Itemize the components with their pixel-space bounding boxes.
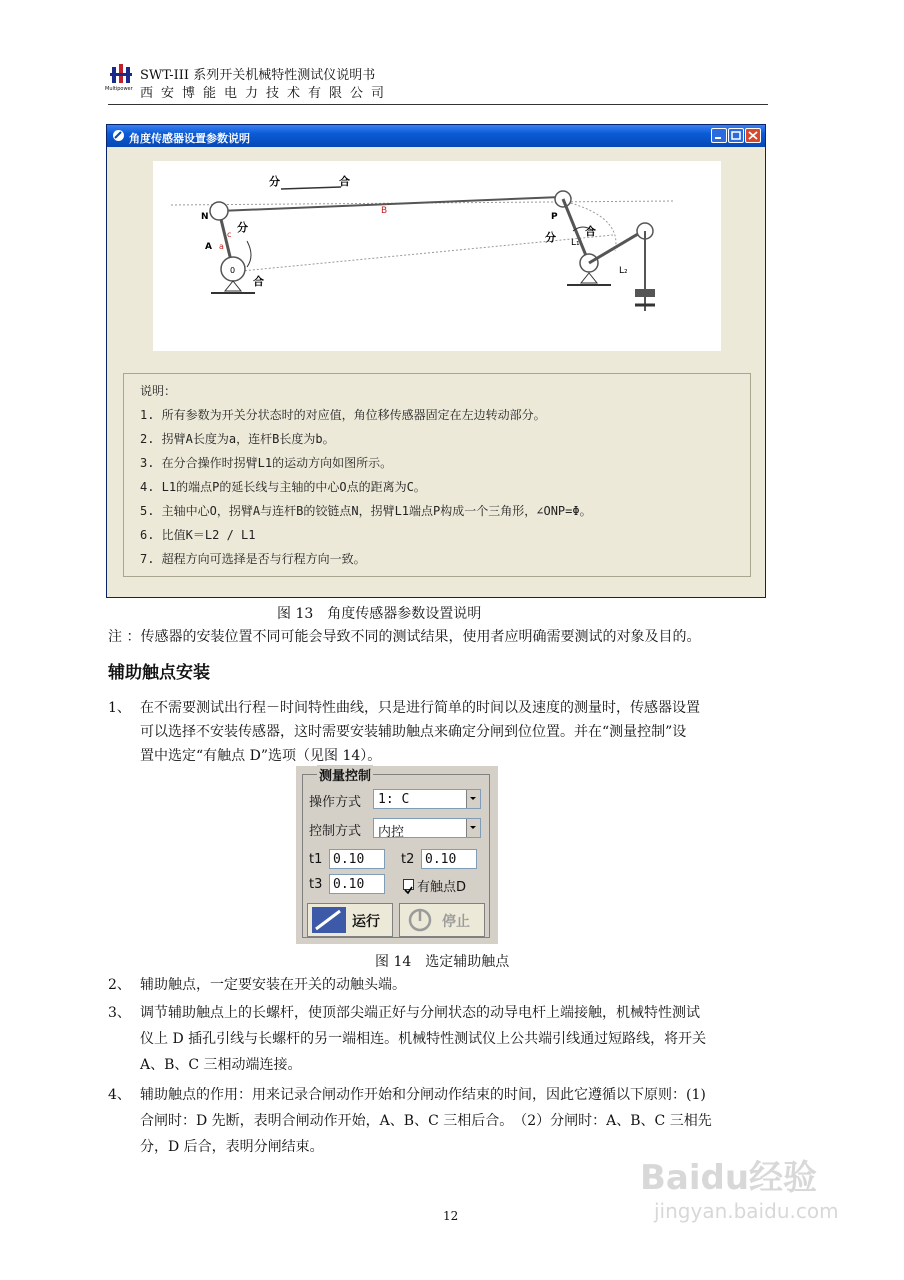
t2-input[interactable] [421, 849, 477, 869]
run-button[interactable] [307, 903, 393, 937]
chevron-down-icon[interactable] [466, 790, 480, 808]
app-icon [112, 129, 125, 142]
section-heading: 辅助触点安装 [108, 663, 210, 683]
para-number: 2、 [108, 977, 131, 993]
t1-input[interactable] [329, 849, 385, 869]
dialog-title: 角度传感器设置参数说明 [129, 132, 250, 145]
close-icon [746, 129, 760, 142]
caution-note: 注 ：传感器的安装位置不同可能会导致不同的测试结果，使用者应明确需要测试的对象及目的。 [108, 629, 701, 645]
note-item: 4. L1的端点P的延长线与主轴的中心O点的距离为C。 [140, 480, 426, 494]
notes-box [123, 373, 751, 577]
paragraph-line: 辅助触点，一定要安装在开关的动触头端。 [140, 977, 406, 993]
figure-13-caption: 图 13 角度传感器参数设置说明 [277, 606, 482, 622]
t2-label: t2 [401, 852, 415, 867]
contact-d-checkbox[interactable] [403, 879, 414, 890]
label-n: N [201, 212, 209, 222]
label-open-l1: 分 [545, 231, 556, 244]
close-button[interactable] [745, 128, 761, 143]
ctrl-mode-select[interactable] [373, 818, 481, 838]
t2-value: 0.10 [425, 852, 457, 867]
maximize-button[interactable] [728, 128, 744, 143]
t3-input[interactable] [329, 874, 385, 894]
checkmark-icon [404, 886, 413, 895]
label-close-l1: 合 [585, 225, 596, 238]
joint-n [210, 202, 228, 220]
label-p: P [551, 212, 558, 222]
note-item: 7. 超程方向可选择是否与行程方向一致。 [140, 552, 366, 566]
watermark-brand: Baidu经验 [640, 1158, 818, 1198]
run-icon [312, 907, 346, 933]
contact-block [635, 289, 655, 297]
notes-title: 说明： [140, 384, 177, 398]
paragraph-line: 可以选择不安装传感器，这时需要安装辅助触点来确定分闸到位位置。并在“测量控制”设 [140, 724, 687, 740]
label-a-length: a [219, 242, 224, 251]
header-divider [108, 104, 768, 105]
paragraph-line: 分，D 后合，表明分闸结束。 [140, 1139, 324, 1155]
paragraph-line: 在不需要测试出行程－时间特性曲线，只是进行简单的时间以及速度的测量时，传感器设置 [140, 700, 700, 716]
rotation-arrow-left [247, 241, 251, 267]
note-item: 2. 拐臂A长度为a，连杆B长度为b。 [140, 432, 335, 446]
stop-label: 停止 [442, 914, 470, 930]
arm-l2 [589, 231, 643, 263]
label-b: B [381, 206, 388, 216]
figure-14-caption: 图 14 选定辅助触点 [375, 954, 510, 970]
label-l1: L₁ [571, 238, 580, 248]
note-item: 6. 比值K＝L2 / L1 [140, 528, 256, 542]
op-mode-label: 操作方式 [309, 795, 362, 810]
ctrl-mode-label: 控制方式 [309, 824, 362, 839]
minimize-button[interactable] [711, 128, 727, 143]
logo-text: Multipower [105, 86, 133, 92]
label-open: 分 [269, 175, 280, 188]
op-mode-select[interactable] [373, 789, 481, 809]
paragraph-line: 仪上 D 插孔引线与长螺杆的另一端相连。机械特性测试仪上公共端引线通过短路线，将开关 [140, 1031, 707, 1047]
stop-button[interactable] [399, 903, 485, 937]
para-number: 1、 [108, 700, 131, 716]
baidu-watermark [640, 1150, 839, 1223]
linkage-diagram-svg [153, 161, 721, 351]
t3-value: 0.10 [333, 877, 365, 892]
dialog-titlebar [107, 125, 765, 147]
note-item: 1. 所有参数为开关分状态时的对应值，角位移传感器固定在左边转动部分。 [140, 408, 546, 422]
watermark-url: jingyan.baidu.com [654, 1199, 839, 1223]
mechanism-diagram [153, 161, 721, 351]
maximize-icon [729, 129, 743, 142]
minimize-icon [712, 129, 726, 142]
document-title: SWT-III 系列开关机械特性测试仪说明书 [140, 68, 376, 83]
page-number: 12 [443, 1209, 459, 1223]
para-number: 3、 [108, 1005, 131, 1021]
t1-value: 0.10 [333, 852, 365, 867]
label-o: 0 [230, 266, 236, 275]
measurement-control-panel [296, 766, 498, 944]
label-close: 合 [339, 175, 350, 188]
label-a: A [205, 242, 212, 252]
chevron-down-icon[interactable] [466, 819, 480, 837]
measurement-group [302, 769, 490, 938]
para-number: 4、 [108, 1087, 131, 1103]
paragraph-line: A、B、C 三相动端连接。 [140, 1057, 302, 1073]
note-item: 3. 在分合操作时拐臂L1的运动方向如图所示。 [140, 456, 393, 470]
travel-bar [281, 187, 341, 189]
ctrl-mode-value: 内控 [378, 825, 405, 840]
label-l2: L₂ [619, 266, 628, 276]
op-mode-value: 1: C [378, 792, 410, 807]
company-name: 西安博能电力技术有限公司 [140, 86, 393, 101]
t3-label: t3 [309, 877, 323, 892]
link-b [219, 197, 561, 211]
ground-support-left [225, 281, 241, 291]
run-label: 运行 [352, 914, 380, 930]
paragraph-line: 调节辅助触点上的长螺杆，使顶部尖端正好与分闸状态的动导电杆上端接触，机械特性测试 [140, 1005, 700, 1021]
panel-title: 测量控制 [317, 765, 373, 784]
t1-label: t1 [309, 852, 323, 867]
paragraph-line: 置中选定“有触点 D”选项（见图 14）。 [140, 748, 382, 764]
contact-d-label: 有触点D [417, 880, 467, 895]
ground-support-right [581, 273, 597, 283]
label-c: c [227, 230, 232, 239]
label-open-a: 分 [237, 221, 248, 234]
note-item: 5. 主轴中心O，拐臂A与连杆B的铰链点N，拐臂L1端点P构成一个三角形，∠ONP=Φ。 [140, 504, 592, 518]
label-close-a: 合 [253, 275, 264, 288]
stop-icon [406, 907, 434, 933]
paragraph-line: 合闸时：D 先断，表明合闸动作开始，A、B、C 三相后合。 （2）分闸时：A、B、C 三相先 [140, 1113, 712, 1129]
paragraph-line: 辅助触点的作用：用来记录合闸动作开始和分闸动作结束的时间，因此它遵循以下原则：(1) [140, 1087, 706, 1103]
sensor-settings-dialog [106, 124, 766, 598]
